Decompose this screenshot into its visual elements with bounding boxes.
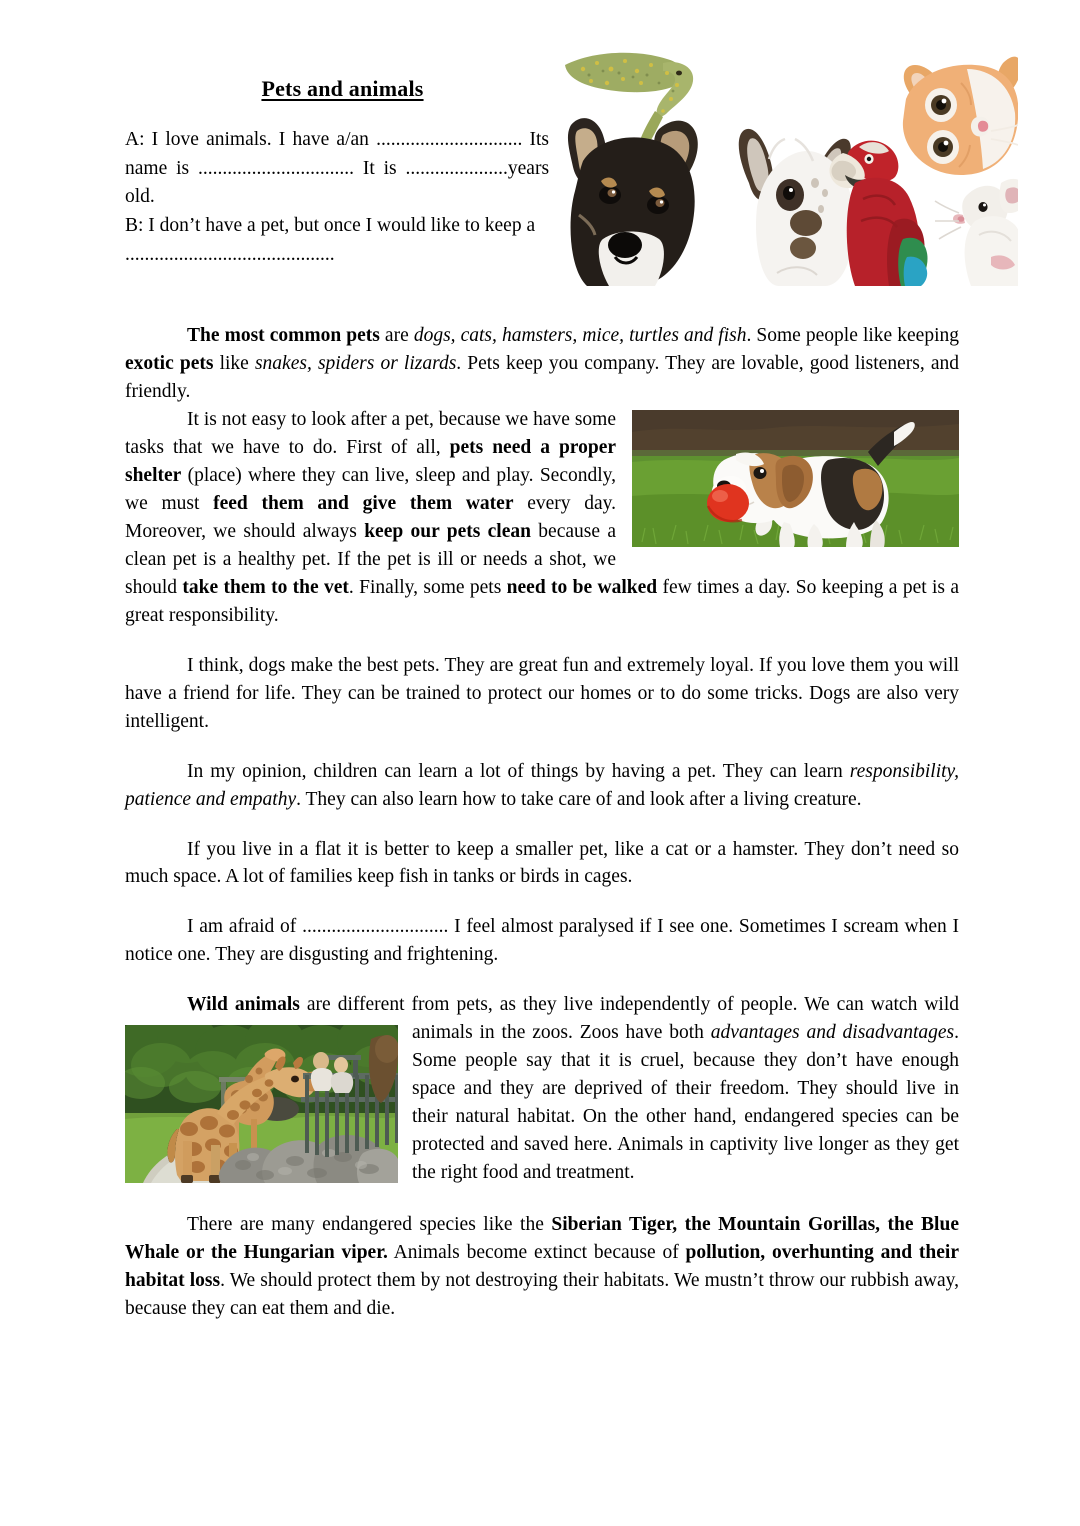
p6-text1: I am afraid of <box>187 916 303 938</box>
paragraph-common-pets <box>125 322 959 406</box>
dialogue-a-text3: It is <box>362 157 397 179</box>
p2-text4: because a clean pet is a healthy pet. If the pet is ill or needs a shot, we should <box>125 520 617 598</box>
p2-text5: . Finally, some pets <box>348 576 507 598</box>
p8-text2: Animals become extinct because of <box>387 1242 686 1264</box>
p1-text4: . Pets keep you company. They are lovable, good listeners, and friendly. <box>125 352 959 402</box>
afraid-of-blank[interactable]: .............................. <box>302 916 449 938</box>
bold-exotic-pets: exotic pets <box>125 352 214 374</box>
p5-text1: If you live in a flat it is better to keep a smaller pet, like a cat or a hamster. They don’t need so much space. A lot of families keep fish in tanks or birds in cages. <box>125 838 959 888</box>
bold-endangered-list: Siberian Tiger, the Mountain Gorillas, the Blue Whale or the Hungarian viper. <box>125 1214 959 1264</box>
paragraph-dogs-best <box>125 652 959 736</box>
dialogue-block <box>125 126 549 269</box>
bold-feed-water: feed them and give them water <box>213 492 514 514</box>
italic-exotic-list: snakes, spiders or lizards <box>254 352 457 374</box>
p7-text1: are different from pets, as they live independently of people. We can watch wild animals in the zoos. Zoos have both <box>299 994 959 1044</box>
paragraph-pet-care <box>125 406 959 630</box>
p8-text3: . We should protect them by not destroying their habitats. We mustn’t throw our rubbish away, because they can eat them and die. <box>125 1270 959 1320</box>
beagle-puppy-image <box>632 410 959 547</box>
bold-take-to-vet: take them to the vet <box>182 576 349 598</box>
p7-text2: . Some people say that it is cruel, because they don’t have enough space and they are deprived of their freedom. They should live in their natural habitat. On the other hand, endangered species can be protected and saved here. Animals in captivity live longer as they get the right food and treatment. <box>412 1022 959 1184</box>
p2-text2: (place) where they can live, sleep and play. Secondly, we must <box>125 464 616 514</box>
italic-pet-list: dogs, cats, hamsters, mice, turtles and fish <box>413 325 747 346</box>
p3-text1: I think, dogs make the best pets. They are great fun and extremely loyal. If you love them you will have a friend for life. They can be trained to protect our homes or to do some tricks. Dogs are also very intelligent. <box>125 654 959 732</box>
dialogue-line-b <box>125 212 549 269</box>
p1-text3: like <box>213 352 255 374</box>
page-title: Pets and animals <box>261 76 424 101</box>
dialogue-a-text4: years old. <box>125 157 550 208</box>
dialogue-b-blank[interactable]: ........................................... <box>125 243 335 265</box>
italic-responsibility: responsibility, patience and empathy <box>125 760 959 810</box>
dialogue-a-blank2[interactable]: ................................ <box>197 157 354 179</box>
paragraph-children-learn <box>125 758 959 814</box>
p8-text1: There are many endangered species like the <box>187 1214 552 1236</box>
p2-text1: It is not easy to look after a pet, because we have some tasks that we have to do. First of all, <box>125 408 616 458</box>
dialogue-line-a <box>125 126 549 212</box>
bold-need-walked: need to be walked <box>506 576 658 598</box>
article-body <box>125 322 959 1323</box>
dialogue-a-blank3[interactable]: ..................... <box>405 157 508 179</box>
paragraph-wild-animals <box>125 991 959 1187</box>
wild-animals-block <box>125 991 959 1189</box>
p1-text2: . Some people like keeping <box>746 325 959 346</box>
bold-wild-animals: Wild animals <box>187 994 300 1016</box>
bold-most-common-pets: The most common pets <box>187 325 380 346</box>
p2-text6: few times a day. So keeping a pet is a great responsibility. <box>125 576 960 626</box>
paragraph-flat-smaller-pet <box>125 836 959 892</box>
dialogue-b-text1: B: I don’t have a pet, but once I would like to keep a <box>125 214 536 236</box>
dialogue-a-blank1[interactable]: .............................. <box>376 129 523 150</box>
dialogue-a-text2: Its name is <box>125 129 549 179</box>
paragraph-endangered-species <box>125 1211 959 1323</box>
p2-text3: every day. Moreover, we should always <box>125 492 616 542</box>
p4-text1: In my opinion, children can learn a lot of things by having a pet. They can learn <box>187 760 850 782</box>
dialogue-a-text1: A: I love animals. I have a/an <box>125 129 369 150</box>
bold-pollution-causes: pollution, overhunting and their habitat loss <box>125 1242 959 1292</box>
p1-text1: are <box>379 325 414 346</box>
bold-proper-shelter: pets need a proper shelter <box>125 436 617 486</box>
giraffes-zoo-image <box>125 1025 398 1183</box>
pets-collage-image <box>563 43 1018 286</box>
p4-text2: . They can also learn how to take care of and look after a living creature. <box>296 788 862 810</box>
p6-text2: I feel almost paralysed if I see one. Sometimes I scream when I notice one. They are disgusting and frightening. <box>125 916 959 966</box>
italic-advantages: advantages and disadvantages <box>710 1022 955 1044</box>
paragraph-afraid-of <box>125 913 959 969</box>
bold-keep-clean: keep our pets clean <box>364 520 531 542</box>
